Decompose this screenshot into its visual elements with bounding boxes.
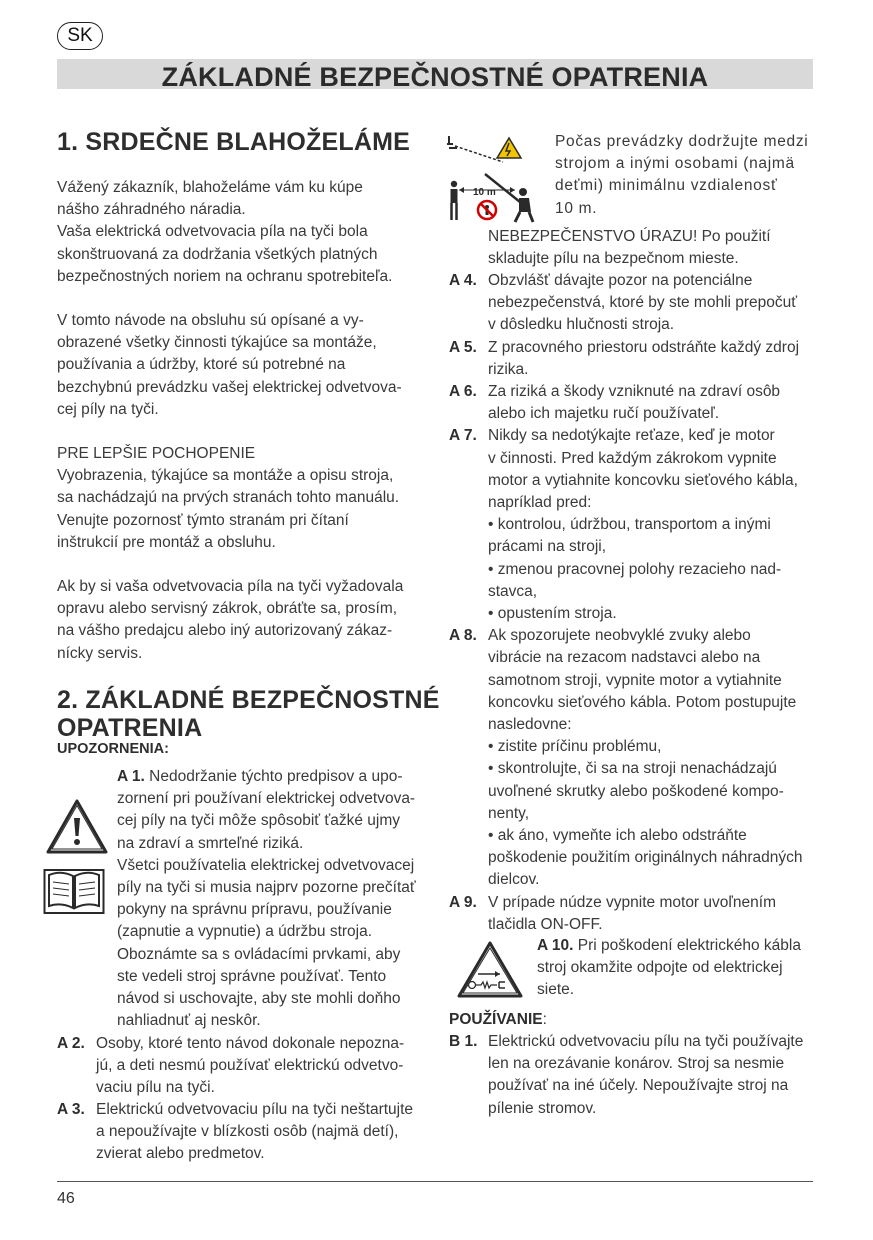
text-line: bezpečnostných noriem na ochranu spotrebiteľa. (57, 267, 393, 285)
item-label: A 1. (117, 768, 145, 785)
text-line: na zdraví a smrteľné riziká. (117, 834, 304, 852)
item-label: A 4. (449, 272, 477, 289)
section1-paragraph-1 (57, 177, 442, 288)
read-manual-icon (43, 866, 105, 916)
distance-instruction (555, 131, 815, 220)
text-line: V tomto návode na obsluhu sú opísané a vy- (57, 312, 364, 329)
safety-distance-icon (445, 132, 545, 227)
text-line: PRE LEPŠIE POCHOPENIE (57, 445, 256, 462)
text-line: cej píly na tyči. (57, 400, 159, 418)
usage-heading (449, 1009, 547, 1031)
text-line: Osoby, ktoré tento návod dokonale nepozna- (96, 1035, 405, 1052)
text-line: používať na iné účely. Nepoužívajte stroj na (488, 1077, 789, 1095)
usage-heading-colon: : (542, 1011, 547, 1028)
text-line: siete. (537, 981, 575, 999)
text-line: Vážený zákazník, blahoželáme vám ku kúpe (57, 179, 363, 196)
text-line: zornení pri používaní elektrickej odvetvova- (117, 790, 416, 808)
warning-a2 (57, 1033, 447, 1100)
warnings-subheading: UPOZORNENIA: (57, 741, 169, 757)
footer-divider (57, 1181, 813, 1182)
text-line: nahliadnuť aj neskôr. (117, 1012, 261, 1030)
text-line: stavca, (488, 582, 538, 600)
item-text (488, 270, 829, 337)
page-number: 46 (57, 1190, 75, 1207)
warning-item-a7 (449, 425, 829, 625)
item-label: A 5. (449, 338, 477, 356)
warning-item-a4 (449, 270, 829, 337)
text-line: Elektrickú odvetvovaciu pílu na tyči používajte (488, 1033, 804, 1050)
distance-label: 10 m (473, 187, 496, 198)
text-line: motor a vytiahnite koncovku sieťového kábla, (488, 471, 798, 489)
text-line (117, 766, 447, 788)
text-line: • ak áno, vymeňte ich alebo odstráňte (488, 827, 747, 845)
text-line: deťmi) minimálnu vzdialenosť (555, 177, 778, 195)
item-label: A 7. (449, 427, 477, 445)
item-text (488, 337, 829, 381)
text-line: napríklad pred: (488, 494, 592, 512)
text-line: nícky servis. (57, 644, 143, 662)
text-line: strojom a inými osobami (najmä (555, 155, 795, 173)
warning-item-a5 (449, 337, 829, 381)
heading-line: OPATRENIA (57, 714, 203, 742)
text-line: stroj okamžite odpojte od elektrickej (537, 959, 783, 977)
text-line: ste vedeli stroj správne používať. Tento (117, 967, 387, 985)
item-text (488, 425, 829, 625)
warning-a10 (537, 935, 827, 1002)
text-line: vaciu pílu na tyči. (96, 1079, 215, 1097)
usage-heading-text: POUŽÍVANIE (449, 1011, 543, 1028)
text-line: v dôsledku hlučnosti stroja. (488, 316, 675, 334)
text-line: alebo ich majetku ručí používateľ. (488, 405, 720, 423)
text-line: NEBEZPEČENSTVO ÚRAZU! Po použití (488, 228, 771, 245)
section2-heading (57, 686, 440, 742)
text-line: Vyobrazenia, týkajúce sa montáže a opisu stroja, (57, 467, 394, 485)
heading-line: 2. ZÁKLADNÉ BEZPEČNOSTNÉ (57, 686, 440, 714)
text-line: a nepoužívajte v blízkosti osôb (najmä detí), (96, 1123, 399, 1141)
text-line: nášho záhradného náradia. (57, 201, 246, 219)
warning-item-a9 (449, 892, 829, 936)
text-line: koncovku sieťového kábla. Potom postupujte (488, 693, 797, 711)
page-title: ZÁKLADNÉ BEZPEČNOSTNÉ OPATRENIA (161, 62, 709, 92)
item-label: A 6. (449, 383, 477, 401)
text-line: pílenie stromov. (488, 1099, 597, 1117)
text-line: Všetci používatelia elektrickej odvetvovacej (117, 856, 415, 874)
danger-note (488, 226, 818, 270)
language-badge: SK (57, 22, 103, 50)
text-line: nebezpečenstvá, ktoré by ste mohli prepočuť (488, 294, 798, 312)
text-line: Nikdy sa nedotýkajte reťaze, keď je motor (488, 427, 775, 445)
text-line: • zmenou pracovnej polohy rezacieho nad- (488, 560, 782, 578)
text-line: cej píly na tyči môže spôsobiť ťažké ujmy (117, 812, 400, 830)
text-line: V prípade núdze vypnite motor uvoľnením (488, 893, 776, 911)
text-line: rizika. (488, 360, 529, 378)
text-line: • opustením stroja. (488, 605, 617, 623)
section1-paragraph-2 (57, 310, 442, 421)
warning-list (449, 270, 829, 936)
warning-item-a6 (449, 381, 829, 425)
item-label: A 3. (57, 1101, 85, 1118)
text-line: Za riziká a škody vzniknuté na zdraví osôb (488, 383, 781, 401)
unplug-warning-icon (456, 940, 524, 1000)
text-line: prácami na stroji, (488, 538, 607, 556)
text-line: Počas prevádzky dodržujte medzi (555, 133, 809, 150)
text-line: inštrukcií pre montáž a obsluhu. (57, 533, 276, 551)
text-line: Venujte pozornosť týmto stranám pri čítaní (57, 511, 349, 529)
item-text: Pri poškodení elektrického kábla (573, 937, 801, 954)
text-line: na vášho predajcu alebo iný autorizovaný zákaz- (57, 622, 393, 640)
item-label: A 9. (449, 893, 477, 911)
text-line: Ak by si vaša odvetvovacia píla na tyči vyžadovala (57, 578, 404, 595)
warning-a3 (57, 1099, 447, 1166)
item-text (488, 625, 829, 891)
text-line: nenty, (488, 804, 530, 822)
text-line: tlačidla ON-OFF. (488, 915, 603, 933)
item-text (96, 1033, 447, 1100)
text-line: jú, a deti nesmú používať elektrickú odvetvo- (96, 1057, 404, 1075)
text-line: skonštruovaná za dodržania všetkých platných (57, 245, 378, 263)
item-label: A 10. (537, 937, 574, 954)
text-line: sa nachádzajú na prvých stranách tohto manuálu. (57, 489, 400, 507)
item-text (488, 1031, 829, 1120)
text-line: obrazené všetky činnosti týkajúce sa montáže, (57, 334, 377, 352)
text-line: uvoľnené skrutky alebo poškodené kompo- (488, 782, 784, 800)
usage-b1 (449, 1031, 829, 1120)
item-label: A 2. (57, 1035, 85, 1052)
text-line: používania a údržby, ktoré sú potrebné na (57, 356, 346, 374)
text-line (537, 935, 827, 957)
text-line: bezchybnú prevádzku vašej elektrickej odvetvova- (57, 378, 402, 396)
text-line: samotnom stroji, vypnite motor a vytiahnite (488, 671, 782, 689)
text-line: vibrácie na rezacom nadstavci alebo na (488, 649, 761, 667)
section1-paragraph-4 (57, 576, 442, 665)
text-line: • skontrolujte, či sa na stroji nenachádzajú (488, 760, 777, 778)
warning-item-a8 (449, 625, 829, 891)
item-text (488, 381, 829, 425)
text-line: Elektrickú odvetvovaciu pílu na tyči neštartujte (96, 1101, 414, 1118)
warning-a1 (117, 766, 447, 1032)
text-line: len na orezávanie konárov. Stroj sa nesmie (488, 1055, 785, 1073)
text-line: skladujte pílu na bezpečnom mieste. (488, 250, 739, 268)
warning-triangle-icon (45, 798, 109, 856)
text-line: píly na tyči si musia najprv pozorne prečítať (117, 879, 416, 897)
text-line: poškodenie použitím originálnych náhradných (488, 849, 803, 867)
text-line: 10 m. (555, 199, 598, 217)
item-text: Nedodržanie týchto predpisov a upo- (144, 768, 403, 785)
text-line: návod si uschovajte, aby ste mohli doňho (117, 990, 401, 1008)
text-line: Vaša elektrická odvetvovacia píla na tyči bola (57, 223, 368, 241)
text-line: Z pracovného priestoru odstráňte každý zdroj (488, 338, 800, 356)
text-line: Obzvlášť dávajte pozor na potenciálne (488, 272, 753, 289)
item-label: A 8. (449, 627, 477, 645)
text-line: pokyny na správnu prípravu, používanie (117, 901, 392, 919)
text-line: (zapnutie a vypnutie) a údržbu stroja. (117, 923, 373, 941)
item-text (488, 892, 829, 936)
section1-paragraph-3 (57, 443, 442, 554)
section1-heading: 1. SRDEČNE BLAHOŽELÁME (57, 128, 411, 156)
text-line: nasledovne: (488, 716, 572, 734)
text-line: Oboznámte sa s ovládacími prvkami, aby (117, 945, 401, 963)
text-line: zvierat alebo predmetov. (96, 1145, 265, 1163)
item-text (96, 1099, 447, 1166)
text-line: v činnosti. Pred každým zákrokom vypnite (488, 449, 777, 467)
text-line: • kontrolou, údržbou, transportom a inými (488, 516, 771, 534)
text-line: opravu alebo servisný zákrok, obráťte sa, prosím, (57, 600, 398, 618)
text-line: Ak spozorujete neobvyklé zvuky alebo (488, 627, 751, 645)
text-line: dielcov. (488, 871, 540, 889)
item-label: B 1. (449, 1033, 478, 1050)
text-line: • zistite príčinu problému, (488, 738, 662, 756)
